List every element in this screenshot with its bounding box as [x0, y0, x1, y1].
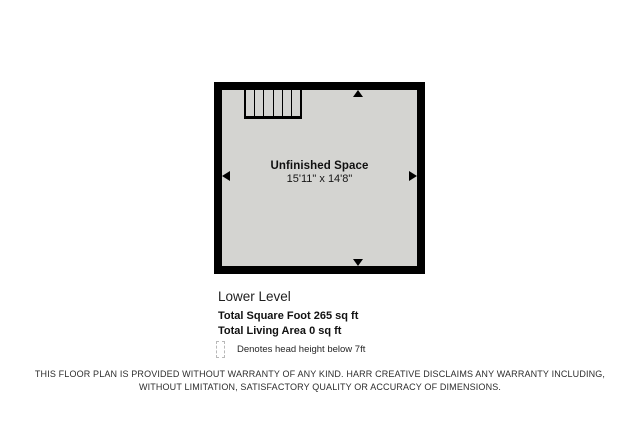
wall-marker-top-icon	[353, 90, 363, 97]
room-name: Unfinished Space	[270, 160, 369, 172]
stair-tread	[264, 90, 273, 116]
level-title: Lower Level	[218, 289, 291, 304]
room-label	[222, 160, 417, 185]
stair-tread	[283, 90, 292, 116]
head-height-symbol-icon	[216, 341, 225, 358]
total-living-area: Total Living Area 0 sq ft	[218, 324, 342, 337]
room-dimensions: 15'11" x 14'8"	[286, 173, 353, 185]
stair-tread	[255, 90, 264, 116]
level-summary	[218, 289, 358, 338]
disclaimer	[0, 368, 640, 393]
legend-label: Denotes head height below 7ft	[237, 344, 366, 355]
legend	[216, 341, 365, 358]
stair-tread	[292, 90, 300, 116]
disclaimer-line-1: THIS FLOOR PLAN IS PROVIDED WITHOUT WARRANTY OF ANY KIND. HARR CREATIVE DISCLAIMS ANY WARRANTY INCLUDING,	[34, 369, 606, 379]
stair-tread	[274, 90, 283, 116]
floor-plan	[214, 82, 425, 274]
disclaimer-line-2: WITHOUT LIMITATION, SATISFACTORY QUALITY OR ACCURACY OF DIMENSIONS.	[138, 381, 502, 392]
total-square-foot: Total Square Foot 265 sq ft	[218, 310, 359, 322]
wall-marker-bottom-icon	[353, 259, 363, 266]
stair-tread	[246, 90, 255, 116]
staircase	[244, 90, 302, 119]
